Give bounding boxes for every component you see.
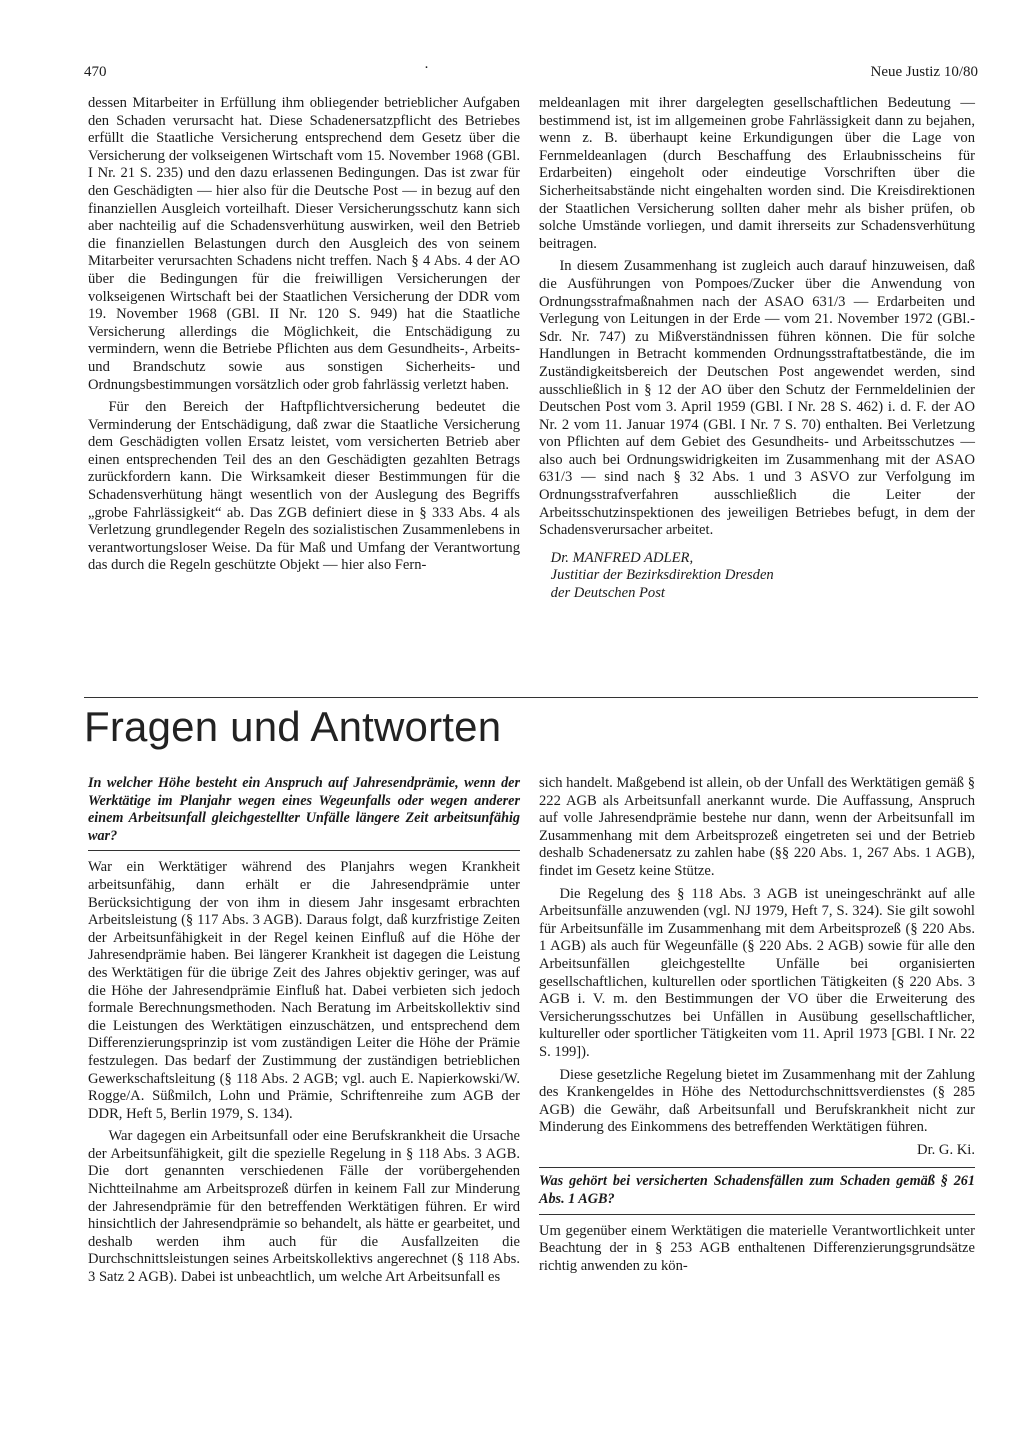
author-title: Justitiar der Bezirksdirektion Dresden <box>550 567 774 584</box>
qa-column-left <box>88 775 520 1292</box>
paragraph: Für den Bereich der Haftpflichtversicherung bedeutet die Verminderung der Entschädigung, daß zwar die Staatliche Versicherung dem Geschädigten vollen Ersatz leistet, vom versicherten Betrieb aber einen entsprechenden Teil des an den Geschädigten gezahlten Betrags zurückfordern kann. Die Wirksamkeit dieser Bestimmungen für die Schadensverhütung hängt wesentlich von der Auslegung des Begriffs „grobe Fahrlässigkeit“ ab. Das ZGB definiert diese in § 333 Abs. 4 als Verletzung grundlegender Regeln des sozialistischen Zusammenlebens in verantwortungsloser Weise. Da für Maß und Umfang der Verantwortung das durch die Regeln geschützte Objekt — hier also Fern- <box>88 399 520 574</box>
paragraph: sich handelt. Maßgebend ist allein, ob der Unfall des Werktätigen gemäß § 222 AGB als Arbeitsunfall anerkannt wurde. Die Auffassung, Anspruch auf volle Jahresendprämie bestehe nur dann, wenn der Arbeitsunfall im Zusammenhang mit dem Arbeitsprozeß eingetreten sei und der Betrieb deshalb Schadenersatz zu zahlen habe (§§ 220 Abs. 1, 267 Abs. 1 AGB), findet im Gesetz keine Stütze. <box>539 775 975 879</box>
section-divider <box>84 697 978 698</box>
paragraph: Um gegenüber einem Werktätigen die materielle Verantwortlichkeit unter Beachtung der in § 253 AGB enthaltenen Differenzierungsgrundsätze richtig anwenden zu kön- <box>539 1222 975 1274</box>
paragraph: Die Regelung des § 118 Abs. 3 AGB ist uneingeschränkt auf alle Arbeitsunfälle anzuwenden (vgl. NJ 1979, Heft 7, S. 324). Sie gilt sowohl für Arbeitsunfälle im Zusammenhang mit dem Arbeitsprozeß (§ 220 Abs. 1 AGB) als auch für Wegeunfälle (§ 220 Abs. 2 AGB) sowie für alle den Arbeitsunfällen gleichgestellte Unfälle bei organisierten gesellschaftlichen, kulturellen oder sportlichen Tätigkeiten (§ 220 Abs. 3 AGB i. V. m. den Bestimmungen der VO über die Erweiterung des Versicherungsschutzes bei Unfällen in Ausübung gesellschaftlicher, kultureller oder sportlicher Tätigkeiten vom 11. April 1973 [GBl. I Nr. 22 S. 199]). <box>539 885 975 1060</box>
paragraph: War dagegen ein Arbeitsunfall oder eine Berufskrankheit die Ursache der Arbeitsunfähigkeit, gilt die spezielle Regelung in § 118 Abs. 3 AGB. Die dort genannten verschiedenen Fälle der vorübergehenden Nichtteilnahme am Arbeitsprozeß dürfen in keinem Fall zur Minderung der Jahresendprämie für den betreffenden Werktätigen führen. Er wird hinsichtlich der Jahresendprämie so behandelt, als hätte er gearbeitet, und deshalb werden ihm auch für die Ausfallzeiten die Durchschnittsleistungen seines Arbeitskollektivs angerechnet (§ 118 Abs. 3 Satz 2 AGB). Dabei ist unbeachtlich, um welche Art Arbeitsunfall es <box>88 1128 520 1286</box>
article-column-right <box>539 95 975 603</box>
paragraph: meldeanlagen mit ihrer dargelegten gesellschaftlichen Bedeutung — bestimmend ist, ist im allgemeinen grobe Fahrlässigkeit dann zu bejahen, wenn z. B. überhaupt keine Erkundigungen über die Lage von Fernmeldeanlagen (durch Beschaffung des Erlaubnisscheins für Erdarbeiten) eingeholt oder eindeutige Vorschriften über die Sicherheitsabstände nicht eingehalten worden sind. Die Kreisdirektionen der Staatlichen Versicherung sollten daher mehr als bisher prüfen, ob solche Umstände vorliegen, und damit ihrerseits zur Schadensverhütung beitragen. <box>539 95 975 252</box>
author-name: Dr. MANFRED ADLER, <box>550 549 694 566</box>
journal-issue: Neue Justiz 10/80 <box>870 64 978 80</box>
page-number: 470 <box>84 64 107 80</box>
author-signature <box>539 550 975 603</box>
paragraph: dessen Mitarbeiter in Erfüllung ihm obliegender betrieblicher Aufgaben den Schaden verursacht hat. Diese Schadenersatzpflicht des Betriebes erfüllt die Staatliche Versicherung entsprechend dem Gesetz über die Versicherung der volkseigenen Wirtschaft vom 15. November 1968 (GBl. I Nr. 21 S. 235) und den dazu erlassenen Bedingungen. Das ist zwar für den Geschädigten — hier also für die Deutsche Post — in bezug auf den finanziellen Ausgleich vorteilhaft. Dieser Versicherungsschutz kann sich aber nachteilig auf die Schadensverhütung auswirken, weil den Betrieb die finanziellen Belastungen durch den Ausgleich des von seinem Mitarbeiter verursachten Schadens nicht treffen. Nach § 4 Abs. 4 der AO über die Bedingungen für die freiwilligen Versicherungen der volkseigenen Wirtschaft bei der Staatlichen Versicherung der DDR vom 19. November 1968 (GBl. II Nr. 120 S. 949) hat die Staatliche Versicherung allerdings die Möglichkeit, die Entschädigung zu vermindern, wenn die Betriebe Pflichten aus dem Gesundheits-, Arbeits- und Brandschutz sowie aus sonstigen Sicherheits- und Ordnungsbestimmungen vorsätzlich oder grob fahrlässig verletzt haben. <box>88 95 520 393</box>
article-column-left <box>88 95 520 580</box>
paragraph: Diese gesetzliche Regelung bietet im Zusammenhang mit der Zahlung des Krankengeldes in Höhe des Nettodurchschnittsverdienstes (§ 285 AGB) die Gewähr, daß Arbeitsunfall und Berufskrankheit nicht zur Minderung des Einkommens des betreffenden Werktätigen führen. <box>539 1066 975 1136</box>
header-dot: · <box>424 60 429 76</box>
paragraph: In diesem Zusammenhang ist zugleich auch darauf hinzuweisen, daß die Ausführungen von Pompoes/Zucker über die Anwendung von Ordnungsstrafmaßnahmen nach der ASAO 631/3 — Erdarbeiten und Verlegung von Leitungen in der Erde — vom 21. November 1972 (GBl.-Sdr. Nr. 747) zu Mißverständnissen führen können. Die für solche Handlungen in Betracht kommenden Ordnungsstraftatbestände, die im Zuständigkeitsbereich der Deutschen Post angewendet werden, sind ausschließlich in § 12 der AO über den Schutz der Fernmeldelinien der Deutschen Post vom 3. April 1959 (GBl. I Nr. 28 S. 462) i. d. F. der AO Nr. 2 vom 11. Januar 1974 (GBl. I Nr. 7 S. 70) enthalten. Bei Verletzung von Pflichten auf dem Gebiet des Gesundheits- und Arbeitsschutzes — also auch bei Ordnungswidrigkeiten im Zusammenhang mit der ASAO 631/3 — sind nach § 32 Abs. 1 und 3 ASVO zur Verfolgung im Ordnungsstrafverfahren ausschließlich die Leiter der Arbeitsschutzinspektionen des jeweiligen Betriebes befugt, in dem der Schadensverursacher arbeitet. <box>539 258 975 539</box>
answer-author: Dr. G. Ki. <box>917 1141 975 1158</box>
qa-column-right <box>539 775 975 1280</box>
question-1: In welcher Höhe besteht ein Anspruch auf Jahresendprämie, wenn der Werktätige im Planjahr wegen eines Wegeunfalls oder wegen anderer einem Arbeitsunfall gleichgestellter Unfälle längere Zeit arbeitsunfähig war? <box>88 775 520 851</box>
paragraph: War ein Werktätiger während des Planjahrs wegen Krankheit arbeitsunfähig, dann erhält er die Jahresendprämie unter Berücksichtigung der von ihm in diesem Jahr insgesamt erbrachten Arbeitsleistung (§ 117 Abs. 3 AGB). Daraus folgt, daß kurzfristige Zeiten der Arbeitsunfähigkeit in der Regel keinen Einfluß auf die Höhe der Jahresendprämie haben. Bei längerer Krankheit ist dagegen die Leistung des Werktätigen für die übrige Zeit des Jahres objektiv geringer, was auf die Höhe der Jahresendprämie Einfluß hat. Dabei verbieten sich jedoch formale Berechnungsmethoden. Nach Beratung im Arbeitskollektiv sind die Leistungen des Werktätigen einzuschätzen, und entsprechend dem Differenzierungsprinzip ist vom zuständigen Leiter die Höhe der Prämie festzulegen. Das bedarf der Zustimmung der zuständigen betrieblichen Gewerkschaftsleitung (§ 118 Abs. 2 AGB; vgl. auch E. Napierkowski/W. Rogge/A. Süßmilch, Lohn und Prämie, Schriftenreihe zum AGB der DDR, Heft 5, Berlin 1979, S. 134). <box>88 859 520 1122</box>
author-affiliation: der Deutschen Post <box>550 585 665 602</box>
question-2: Was gehört bei versicherten Schadensfällen zum Schaden gemäß § 261 Abs. 1 AGB? <box>539 1167 975 1214</box>
section-title: Fragen und Antworten <box>84 703 502 750</box>
